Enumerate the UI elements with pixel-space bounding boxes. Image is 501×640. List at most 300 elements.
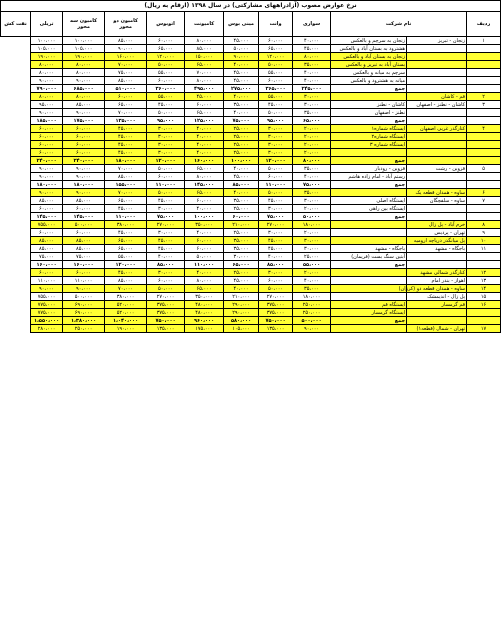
company-name: [407, 69, 467, 77]
col-header: اتوبوس: [147, 12, 185, 37]
total-row: [1, 157, 501, 165]
toll-value: ۵۰،۰۰۰: [259, 165, 293, 173]
toll-value: ۳۵۰،۰۰۰: [185, 293, 224, 301]
col-header: کامیون سه محور: [63, 12, 105, 37]
toll-value: ۴۵،۰۰۰: [224, 277, 259, 285]
toll-value: ۴۰،۰۰۰: [224, 165, 259, 173]
toll-value: ۲۴۵،۰۰۰: [293, 85, 331, 93]
row-number: [467, 77, 501, 85]
toll-value: ۶۵،۰۰۰: [185, 165, 224, 173]
toll-value: ۳۰،۰۰۰: [259, 269, 293, 277]
company-name: زنجان - تبریز: [407, 37, 467, 45]
toll-value: ۳۰،۰۰۰: [293, 237, 331, 245]
toll-value: ۸۰،۰۰۰: [63, 93, 105, 101]
toll-value: ۷۰،۰۰۰: [105, 285, 147, 293]
route-name: کاشان - نطنز: [331, 101, 407, 109]
header-row: [1, 12, 501, 37]
toll-value: ۷۵،۰۰۰: [293, 181, 331, 189]
toll-value: ۸۰،۰۰۰: [185, 173, 224, 181]
toll-value: ۶۰،۰۰۰: [185, 197, 224, 205]
company-name: پل میانگذر دریاچه ارومیه: [407, 237, 467, 245]
toll-value: ۲۰،۰۰۰: [293, 229, 331, 237]
toll-value: ۳۰،۰۰۰: [293, 101, 331, 109]
table-row: [1, 133, 501, 141]
route-name: هشترود به بستان آباد و بالعکس: [331, 45, 407, 53]
toll-value: ۵۰،۰۰۰: [259, 109, 293, 117]
route-name: [331, 325, 407, 333]
toll-value: ۶۰،۰۰۰: [63, 125, 105, 133]
table-row: [1, 61, 501, 69]
toll-value: ۶۰،۰۰۰: [31, 133, 63, 141]
toll-value: ۶۰،۰۰۰: [147, 77, 185, 85]
toll-value: ۸۰،۰۰۰: [63, 69, 105, 77]
route-name: جمع: [331, 117, 407, 125]
col-header: کامیونت: [185, 12, 224, 37]
toll-value: ۹۰،۰۰۰: [293, 325, 331, 333]
toll-value: ۶۰،۰۰۰: [185, 101, 224, 109]
toll-value: ۴۰،۰۰۰: [293, 77, 331, 85]
toll-value: ۹۵،۰۰۰: [147, 117, 185, 125]
table-row: [1, 197, 501, 205]
route-name: جمع: [331, 317, 407, 325]
toll-value: ۲۵،۰۰۰: [224, 149, 259, 157]
table-row: [1, 93, 501, 101]
toll-value: ۳۷۵،۰۰۰: [259, 301, 293, 309]
row-number: ۱۴: [467, 285, 501, 293]
toll-value: ۳۰،۰۰۰: [259, 149, 293, 157]
toll-value: ۶۰،۰۰۰: [147, 37, 185, 45]
row-number: [467, 149, 501, 157]
toll-value: ۱۹۰،۰۰۰: [63, 53, 105, 61]
toll-value: ۱۱۰،۰۰۰: [185, 261, 224, 269]
toll-value: ۲۵،۰۰۰: [224, 141, 259, 149]
company-name: [407, 213, 467, 221]
company-name: کاشان - نطنز - اصفهان: [407, 101, 467, 109]
table-body: [1, 37, 501, 333]
toll-value: ۶۰،۰۰۰: [63, 133, 105, 141]
company-name: ساوه - همدان قطعه یک: [407, 189, 467, 197]
toll-value: ۴۵،۰۰۰: [105, 229, 147, 237]
toll-value: ۱۸۰،۰۰۰: [63, 181, 105, 189]
route-name: آبتین سنگ بست (فریمان): [331, 253, 407, 261]
table-row: [1, 149, 501, 157]
toll-value: ۷۵،۰۰۰: [31, 253, 63, 261]
toll-value: ۱،۰۴۰،۰۰۰: [105, 317, 147, 325]
company-name: [407, 261, 467, 269]
col-header: نام شرکت: [331, 12, 467, 37]
toll-value: ۷۵۵،۰۰۰: [31, 293, 63, 301]
toll-value: ۱۴۵،۰۰۰: [31, 213, 63, 221]
row-number: [467, 53, 501, 61]
route-name: میانه به هشترود و بالعکس: [331, 77, 407, 85]
toll-value: ۴۵،۰۰۰: [259, 237, 293, 245]
toll-value: ۸۰،۰۰۰: [185, 77, 224, 85]
row-number: ۸: [467, 221, 501, 229]
toll-value: ۷۵،۰۰۰: [63, 253, 105, 261]
toll-value: ۳۷۵،۰۰۰: [147, 301, 185, 309]
route-name: ایستگاه بین راهی: [331, 205, 407, 213]
row-number: [467, 133, 501, 141]
toll-value: ۶۵،۰۰۰: [105, 101, 147, 109]
toll-value: ۸۵،۰۰۰: [31, 237, 63, 245]
total-row: [1, 181, 501, 189]
toll-value: ۲۵۰،۰۰۰: [293, 301, 331, 309]
toll-value: ۸۵،۰۰۰: [224, 181, 259, 189]
row-number: [467, 69, 501, 77]
toll-value: ۳۰،۰۰۰: [147, 125, 185, 133]
toll-value: ۳۵،۰۰۰: [293, 61, 331, 69]
toll-value: ۱۸۰،۰۰۰: [31, 181, 63, 189]
toll-value: ۹۰،۰۰۰: [31, 189, 63, 197]
toll-value: ۳۰،۰۰۰: [147, 269, 185, 277]
toll-value: ۶۰،۰۰۰: [31, 229, 63, 237]
toll-value: ۸۵،۰۰۰: [105, 277, 147, 285]
toll-value: ۱۰۵،۰۰۰: [31, 45, 63, 53]
toll-value: ۷۰،۰۰۰: [105, 189, 147, 197]
toll-value: ۷۰،۰۰۰: [105, 165, 147, 173]
toll-value: ۱۸۵،۰۰۰: [31, 117, 63, 125]
table-row: [1, 189, 501, 197]
toll-value: ۹۰،۰۰۰: [31, 77, 63, 85]
toll-value: ۲۰،۰۰۰: [293, 269, 331, 277]
toll-value: ۳۸۰،۰۰۰: [105, 221, 147, 229]
toll-value: ۴۵،۰۰۰: [259, 245, 293, 253]
toll-value: ۱۱۰،۰۰۰: [259, 181, 293, 189]
toll-value: ۶۵،۰۰۰: [185, 109, 224, 117]
route-name: نطنز - اصفهان: [331, 109, 407, 117]
toll-value: ۱۹۰،۰۰۰: [105, 325, 147, 333]
toll-value: ۱۰۰،۰۰۰: [31, 37, 63, 45]
toll-value: ۲۰،۰۰۰: [293, 141, 331, 149]
toll-value: ۸۵،۰۰۰: [147, 261, 185, 269]
toll-value: ۴۸۰،۰۰۰: [185, 309, 224, 317]
company-name: [407, 77, 467, 85]
toll-value: ۴۵،۰۰۰: [105, 133, 147, 141]
toll-value: ۳۵،۰۰۰: [293, 189, 331, 197]
toll-value: ۴۰،۰۰۰: [293, 173, 331, 181]
toll-value: ۲۱۰،۰۰۰: [224, 221, 259, 229]
toll-value: ۴۰،۰۰۰: [224, 285, 259, 293]
toll-value: ۱۰۰،۰۰۰: [185, 213, 224, 221]
route-name: ایستگاه شماره ۳: [331, 141, 407, 149]
toll-value: ۴۵،۰۰۰: [224, 69, 259, 77]
company-name: [407, 317, 467, 325]
route-name: [331, 93, 407, 101]
table-row: [1, 69, 501, 77]
toll-value: ۶۰،۰۰۰: [259, 173, 293, 181]
route-name: جمع: [331, 157, 407, 165]
table-row: [1, 229, 501, 237]
row-number: [467, 61, 501, 69]
row-number: [467, 181, 501, 189]
toll-value: ۸۵،۰۰۰: [63, 237, 105, 245]
toll-value: ۲۵،۰۰۰: [224, 125, 259, 133]
toll-value: ۴۵،۰۰۰: [224, 37, 259, 45]
row-number: [467, 85, 501, 93]
toll-value: ۱۵۵،۰۰۰: [105, 181, 147, 189]
toll-value: ۱۴۵،۰۰۰: [185, 181, 224, 189]
toll-value: ۲۷۰،۰۰۰: [147, 293, 185, 301]
toll-value: ۶۰،۰۰۰: [31, 205, 63, 213]
toll-value: ۵۵،۰۰۰: [259, 69, 293, 77]
toll-value: ۸۰،۰۰۰: [185, 277, 224, 285]
toll-value: ۷۵۵،۰۰۰: [31, 221, 63, 229]
company-name: تهران - پردیس: [407, 229, 467, 237]
toll-value: ۳۰،۰۰۰: [147, 141, 185, 149]
toll-value: ۲۵،۰۰۰: [293, 253, 331, 261]
row-number: ۱۵: [467, 293, 501, 301]
row-number: [467, 261, 501, 269]
toll-value: ۵۵،۰۰۰: [147, 93, 185, 101]
toll-value: ۳۰،۰۰۰: [293, 197, 331, 205]
toll-value: ۱۸۰،۰۰۰: [293, 221, 331, 229]
row-number: [467, 109, 501, 117]
page-title: نرخ عوارض مصوب (آزادراههای مشارکتی) در سال ۱۳۹۸ (ارقام به ریال): [1, 1, 501, 12]
toll-value: ۵۰،۰۰۰: [259, 285, 293, 293]
toll-value: ۲۴۰،۰۰۰: [63, 157, 105, 165]
toll-value: ۲۸۰،۰۰۰: [31, 325, 63, 333]
toll-value: ۵۲۰،۰۰۰: [105, 309, 147, 317]
toll-value: ۸۵،۰۰۰: [105, 37, 147, 45]
toll-value: ۸۵،۰۰۰: [63, 245, 105, 253]
toll-value: ۶۵،۰۰۰: [224, 261, 259, 269]
route-name: [331, 189, 407, 197]
toll-value: ۱۵۰،۰۰۰: [185, 53, 224, 61]
toll-value: ۶۵،۰۰۰: [293, 117, 331, 125]
table-row: [1, 45, 501, 53]
company-name: ساوه - همدان قطعه دو (کرزان): [398, 285, 466, 292]
row-number: ۲: [467, 93, 501, 101]
route-name: ایستگاه قم: [331, 301, 407, 309]
col-header: وانت: [259, 12, 293, 37]
toll-value: ۶۰،۰۰۰: [259, 77, 293, 85]
toll-value: ۳۰،۰۰۰: [259, 141, 293, 149]
toll-value: ۶۰،۰۰۰: [224, 213, 259, 221]
toll-value: ۳۰،۰۰۰: [259, 125, 293, 133]
toll-value: ۵۲۰،۰۰۰: [105, 301, 147, 309]
toll-value: ۱۰۵،۰۰۰: [63, 45, 105, 53]
row-number: ۱۷: [467, 325, 501, 333]
toll-value: ۲۱۰،۰۰۰: [224, 293, 259, 301]
row-number: [467, 117, 501, 125]
toll-value: ۴۵،۰۰۰: [185, 93, 224, 101]
toll-value: ۹۰،۰۰۰: [105, 45, 147, 53]
toll-value: ۲۹۰،۰۰۰: [224, 309, 259, 317]
toll-value: ۴۵،۰۰۰: [105, 149, 147, 157]
table-row: [1, 301, 501, 309]
row-number: [467, 309, 501, 317]
company-name: باجگاه - مشهد: [407, 245, 467, 253]
toll-value: ۲۷۵،۰۰۰: [224, 85, 259, 93]
toll-value: ۴۰،۰۰۰: [293, 37, 331, 45]
toll-value: ۹۵،۰۰۰: [31, 101, 63, 109]
toll-value: ۸۵،۰۰۰: [185, 45, 224, 53]
row-number: ۱: [467, 37, 501, 45]
toll-value: ۹۰،۰۰۰: [31, 285, 63, 293]
toll-value: ۸۰،۰۰۰: [185, 37, 224, 45]
toll-value: ۳۶۰،۰۰۰: [147, 85, 185, 93]
toll-value: ۶۰،۰۰۰: [31, 125, 63, 133]
toll-value: ۷۷۵،۰۰۰: [31, 309, 63, 317]
company-name: [407, 117, 467, 125]
table-row: [1, 109, 501, 117]
table-row: [1, 245, 501, 253]
toll-value: ۴۰،۰۰۰: [185, 149, 224, 157]
toll-value: ۳۰،۰۰۰: [293, 93, 331, 101]
row-number: ۴: [467, 125, 501, 133]
toll-value: ۶۰،۰۰۰: [105, 93, 147, 101]
toll-value: ۴۵،۰۰۰: [105, 269, 147, 277]
company-name: کنارگذر غربی اصفهان: [407, 125, 467, 133]
company-name: [407, 253, 467, 261]
toll-value: ۵۰،۰۰۰: [259, 189, 293, 197]
route-name: باجگاه - مشهد: [331, 245, 407, 253]
toll-value: ۸۵،۰۰۰: [105, 173, 147, 181]
toll-value: ۹۶۰،۰۰۰: [185, 317, 224, 325]
table-row: [1, 205, 501, 213]
toll-value: ۹۰،۰۰۰: [63, 173, 105, 181]
toll-value: ۳۵،۰۰۰: [224, 245, 259, 253]
toll-value: ۳۰،۰۰۰: [259, 229, 293, 237]
toll-value: ۴۰،۰۰۰: [293, 277, 331, 285]
toll-value: ۹۰،۰۰۰: [63, 165, 105, 173]
toll-value: ۹۰،۰۰۰: [31, 109, 63, 117]
toll-value: ۷۵،۰۰۰: [105, 69, 147, 77]
row-number: ۱۶: [467, 301, 501, 309]
toll-value: ۵۰،۰۰۰: [147, 285, 185, 293]
row-number: [467, 173, 501, 181]
toll-value: ۳۸۰،۰۰۰: [105, 293, 147, 301]
toll-value: ۱۷۵،۰۰۰: [185, 325, 224, 333]
table-row: [1, 77, 501, 85]
route-name: جمع: [331, 85, 407, 93]
toll-value: ۵۸۰،۰۰۰: [224, 317, 259, 325]
toll-value: ۹۰،۰۰۰: [63, 77, 105, 85]
company-name: [407, 109, 467, 117]
toll-value: ۶۰،۰۰۰: [147, 173, 185, 181]
toll-value: ۷۰،۰۰۰: [105, 109, 147, 117]
toll-value: ۶۵،۰۰۰: [105, 237, 147, 245]
toll-value: ۴۰،۰۰۰: [224, 189, 259, 197]
table-row: [1, 53, 501, 61]
company-name: [407, 149, 467, 157]
route-name: رستم آباد - امام زاده هاشم: [331, 173, 407, 181]
toll-value: ۸۵،۰۰۰: [31, 197, 63, 205]
toll-value: ۲۷۰،۰۰۰: [147, 221, 185, 229]
row-number: ۱۰: [467, 237, 501, 245]
toll-value: ۲۵،۰۰۰: [224, 269, 259, 277]
toll-value: ۱۹۰،۰۰۰: [31, 53, 63, 61]
toll-value: ۳۰،۰۰۰: [293, 245, 331, 253]
toll-value: ۱۰۰،۰۰۰: [224, 157, 259, 165]
toll-value: ۸۰،۰۰۰: [31, 69, 63, 77]
toll-value: ۷۰،۰۰۰: [105, 61, 147, 69]
toll-value: ۴۰،۰۰۰: [185, 229, 224, 237]
toll-value: ۳۵،۰۰۰: [293, 285, 331, 293]
route-name: [331, 277, 407, 285]
table-row: [1, 309, 501, 317]
toll-value: ۱۲۰،۰۰۰: [259, 53, 293, 61]
toll-value: ۱۱۰،۰۰۰: [147, 181, 185, 189]
company-name: قم گرمسار: [407, 301, 467, 309]
toll-value: ۶۰،۰۰۰: [185, 245, 224, 253]
toll-value: ۴۰،۰۰۰: [185, 141, 224, 149]
toll-value: ۱۱۰،۰۰۰: [105, 213, 147, 221]
toll-value: ۱۲۵،۰۰۰: [185, 117, 224, 125]
route-name: زنجان به بستان آباد و بالعکس: [331, 53, 407, 61]
toll-value: ۹۰،۰۰۰: [31, 173, 63, 181]
company-name: تهران - شمال (قطعه۱): [407, 325, 467, 333]
toll-value: ۴۰،۰۰۰: [293, 69, 331, 77]
toll-value: ۱۷۵،۰۰۰: [63, 117, 105, 125]
toll-value: ۴۵،۰۰۰: [105, 125, 147, 133]
toll-value: ۶۹۰،۰۰۰: [63, 301, 105, 309]
toll-value: ۴۵،۰۰۰: [224, 173, 259, 181]
toll-value: ۱۲۰،۰۰۰: [147, 157, 185, 165]
toll-value: ۴۵،۰۰۰: [147, 197, 185, 205]
toll-value: ۶۰،۰۰۰: [31, 269, 63, 277]
toll-value: ۵۱۰،۰۰۰: [105, 85, 147, 93]
toll-value: ۳۷۵،۰۰۰: [147, 309, 185, 317]
toll-value: ۲۰،۰۰۰: [293, 149, 331, 157]
company-name: [407, 133, 467, 141]
toll-value: ۸۰،۰۰۰: [293, 157, 331, 165]
toll-value: ۷۹۰،۰۰۰: [31, 85, 63, 93]
toll-value: ۵۵،۰۰۰: [259, 93, 293, 101]
toll-value: ۹۵،۰۰۰: [259, 117, 293, 125]
toll-value: ۵۰۰،۰۰۰: [293, 317, 331, 325]
toll-value: ۲۰،۰۰۰: [293, 205, 331, 213]
company-name: [407, 173, 467, 181]
toll-value: ۹۰،۰۰۰: [63, 189, 105, 197]
toll-value: ۵۵،۰۰۰: [293, 261, 331, 269]
toll-value: ۳۵،۰۰۰: [224, 237, 259, 245]
company-name: [407, 141, 467, 149]
company-name: [407, 205, 467, 213]
toll-value: ۳۵،۰۰۰: [293, 165, 331, 173]
company-name: [407, 157, 467, 165]
company-name: [407, 309, 467, 317]
col-header: مینی بوس: [224, 12, 259, 37]
company-name: کنارگذر شمالی مشهد: [407, 269, 467, 277]
company-name: قزوین - رشت: [407, 165, 467, 173]
route-name: [331, 237, 407, 245]
company-name: [407, 85, 467, 93]
toll-value: ۱۲۰،۰۰۰: [259, 157, 293, 165]
company-name: پل زال - اندیمشک: [407, 293, 467, 301]
toll-value: ۶۰،۰۰۰: [259, 37, 293, 45]
toll-value: ۱۲۰،۰۰۰: [147, 53, 185, 61]
table-row: [1, 293, 501, 301]
company-name: اهواز - بندر امام: [407, 277, 467, 285]
toll-value: ۲۵،۰۰۰: [224, 229, 259, 237]
row-number: [467, 141, 501, 149]
toll-value: ۳۰،۰۰۰: [147, 149, 185, 157]
toll-value: ۹۰،۰۰۰: [63, 285, 105, 293]
toll-value: ۵۰،۰۰۰: [293, 213, 331, 221]
company-name: [407, 45, 467, 53]
toll-value: ۶۰،۰۰۰: [185, 237, 224, 245]
toll-value: ۲۰،۰۰۰: [293, 133, 331, 141]
toll-value: ۲۵۰،۰۰۰: [293, 309, 331, 317]
row-number: [467, 317, 501, 325]
toll-value: ۲۵۰،۰۰۰: [63, 325, 105, 333]
toll-value: ۴۵،۰۰۰: [293, 45, 331, 53]
toll-value: ۱۳۵،۰۰۰: [105, 117, 147, 125]
toll-value: ۳۰،۰۰۰: [147, 229, 185, 237]
toll-value: ۱۱۰،۰۰۰: [63, 277, 105, 285]
toll-value: ۵۵،۰۰۰: [147, 69, 185, 77]
